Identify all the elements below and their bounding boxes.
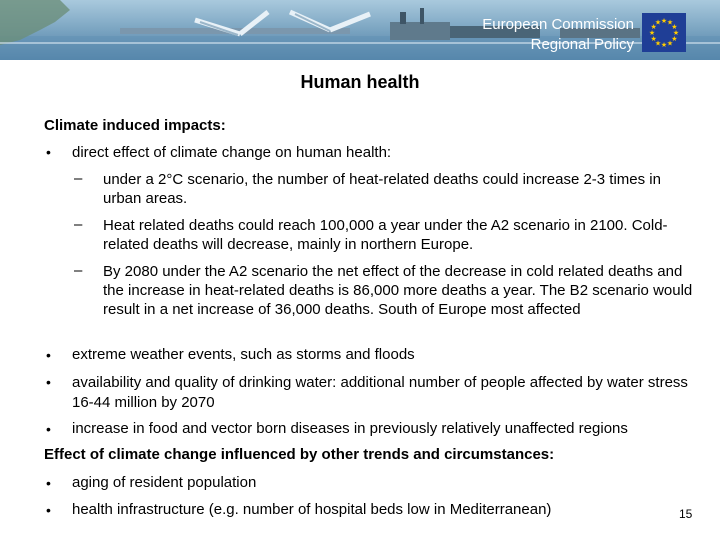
list-item: availability and quality of drinking water: additional number of people affected by water stress 16-44 million by 2070 <box>72 374 688 411</box>
organization-name: European Commission <box>482 16 634 33</box>
eu-star-icon: ★ <box>650 35 657 43</box>
sub-list-item: under a 2°C scenario, the number of heat-related deaths could increase 2-3 times in urban areas. <box>103 171 661 207</box>
section-heading-other-trends: Effect of climate change influenced by other trends and circumstances: <box>44 446 555 463</box>
list-item: direct effect of climate change on human health: <box>72 144 392 161</box>
list-item: health infrastructure (e.g. number of hospital beds low in Mediterranean) <box>72 501 552 518</box>
eu-flag-logo <box>642 13 686 52</box>
bullet-icon: • <box>46 144 51 160</box>
sub-list-item: By 2080 under the A2 scenario the net effect of the decrease in cold related deaths and the increase in heat-related deaths is 86,000 more deaths a year. The B2 scenario would result in a net increase of 36,000 deaths. South of Europe most affected <box>103 263 693 318</box>
eu-star-icon: ★ <box>660 17 668 25</box>
dash-icon: – <box>74 262 83 279</box>
eu-star-icon: ★ <box>671 35 678 43</box>
eu-star-icon: ★ <box>672 29 680 37</box>
eu-star-icon: ★ <box>660 41 668 49</box>
slide-title: Human health <box>300 72 420 92</box>
organization-department: Regional Policy <box>530 36 634 53</box>
eu-stars <box>642 13 686 52</box>
eu-star-icon: ★ <box>671 23 678 31</box>
page-number: 15 <box>679 507 693 521</box>
bullet-icon: • <box>46 475 51 491</box>
eu-star-icon: ★ <box>650 23 657 31</box>
eu-star-icon: ★ <box>666 18 674 27</box>
bullet-icon: • <box>46 347 51 363</box>
eu-star-icon: ★ <box>666 39 674 48</box>
organization-title <box>482 15 634 55</box>
list-item: increase in food and vector born diseases in previously relatively unaffected regions <box>72 420 628 437</box>
eu-star-icon: ★ <box>648 29 656 37</box>
sub-list-item: Heat related deaths could reach 100,000 a year under the A2 scenario in 2100. Cold-related deaths will decrease, mainly in northern Europe. <box>103 217 668 253</box>
dash-icon: – <box>74 170 83 187</box>
bullet-icon: • <box>46 374 51 390</box>
eu-star-icon: ★ <box>654 39 662 48</box>
bullet-icon: • <box>46 502 51 518</box>
list-item: aging of resident population <box>72 474 257 491</box>
section-heading-climate-impacts: Climate induced impacts: <box>44 117 226 134</box>
header-banner <box>0 0 720 60</box>
dash-icon: – <box>74 216 83 233</box>
list-item: extreme weather events, such as storms and floods <box>72 346 415 363</box>
bullet-icon: • <box>46 421 51 437</box>
eu-star-icon: ★ <box>654 18 662 27</box>
